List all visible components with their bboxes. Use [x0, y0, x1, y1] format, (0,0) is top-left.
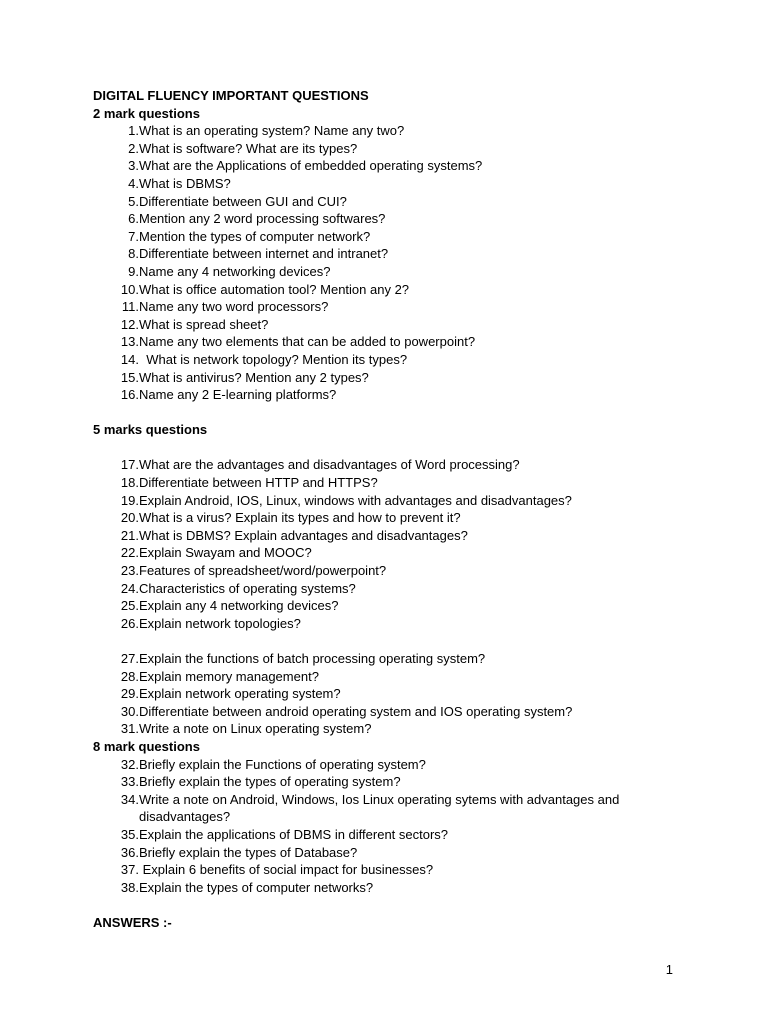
question-number: 6. — [128, 211, 139, 227]
question-item — [93, 773, 693, 791]
question-number: 5. — [128, 193, 139, 209]
question-item — [93, 245, 693, 263]
question-item — [93, 720, 693, 738]
question-item — [93, 351, 693, 369]
question-text: Explain Android, IOS, Linux, windows with advantages and disadvantages? — [139, 492, 572, 508]
question-text: Write a note on Android, Windows, Ios Linux operating sytems with advantages and disadvantages? — [139, 791, 623, 825]
question-number: 8. — [128, 246, 139, 262]
question-text: What is DBMS? — [139, 175, 231, 191]
question-text: Name any 2 E-learning platforms? — [139, 387, 337, 403]
question-number: 4. — [128, 175, 139, 191]
question-text: Explain Swayam and MOOC? — [139, 545, 312, 561]
question-item — [93, 562, 693, 580]
question-text: Explain 6 benefits of social impact for businesses? — [139, 862, 434, 878]
question-number: 38. — [120, 879, 139, 895]
spacer — [93, 439, 693, 457]
question-number: 29. — [120, 686, 139, 702]
question-item — [93, 826, 693, 844]
question-text: Differentiate between GUI and CUI? — [139, 193, 347, 209]
question-text: Explain the applications of DBMS in different sectors? — [139, 826, 449, 842]
question-item — [93, 386, 693, 404]
question-item — [93, 650, 693, 668]
question-number: 2. — [128, 140, 139, 156]
question-text: Differentiate between internet and intranet? — [139, 246, 389, 262]
question-item — [93, 333, 693, 351]
question-text: Differentiate between HTTP and HTTPS? — [139, 475, 378, 491]
question-item — [93, 703, 693, 721]
question-text: Features of spreadsheet/word/powerpoint? — [139, 563, 387, 579]
question-item — [93, 879, 693, 897]
question-number: 37. — [120, 862, 139, 878]
question-number: 28. — [120, 668, 139, 684]
question-text: What are the advantages and disadvantages of Word processing? — [139, 457, 520, 473]
document-title: DIGITAL FLUENCY IMPORTANT QUESTIONS — [93, 88, 369, 103]
question-item — [93, 140, 693, 158]
question-item — [93, 193, 693, 211]
question-number: 22. — [120, 545, 139, 561]
question-item — [93, 756, 693, 774]
question-item — [93, 122, 693, 140]
question-number: 13. — [120, 334, 139, 350]
question-number: 9. — [128, 263, 139, 279]
question-text: What is a virus? Explain its types and how to prevent it? — [139, 510, 461, 526]
question-item — [93, 615, 693, 633]
question-number: 33. — [120, 774, 139, 790]
question-text: Name any 4 networking devices? — [139, 263, 331, 279]
question-text: What is network topology? Mention its types? — [139, 351, 408, 367]
question-text: What is office automation tool? Mention any 2? — [139, 281, 410, 297]
question-text: What is spread sheet? — [139, 316, 269, 332]
question-item — [93, 210, 693, 228]
question-list-5-mark-b — [93, 650, 693, 738]
question-number: 10. — [120, 281, 139, 297]
question-list-8-mark — [93, 756, 693, 897]
question-item — [93, 580, 693, 598]
question-number: 18. — [120, 475, 139, 491]
page-number: 1 — [665, 962, 673, 977]
spacer — [93, 632, 693, 650]
question-number: 30. — [120, 703, 139, 719]
question-item — [93, 474, 693, 492]
question-text: Explain network operating system? — [139, 686, 341, 702]
question-text: Briefly explain the types of Database? — [139, 844, 358, 860]
question-text: Briefly explain the types of operating system? — [139, 774, 401, 790]
question-text: What is DBMS? Explain advantages and disadvantages? — [139, 527, 468, 543]
question-item — [93, 316, 693, 334]
question-item — [93, 791, 693, 826]
question-item — [93, 544, 693, 562]
section-heading-8-mark: 8 mark questions — [93, 738, 200, 754]
question-text: Explain memory management? — [139, 668, 319, 684]
question-number: 19. — [120, 492, 139, 508]
question-number: 31. — [120, 721, 139, 737]
question-item — [93, 492, 693, 510]
question-text: Name any two word processors? — [139, 299, 329, 315]
question-item — [93, 157, 693, 175]
section-heading-5-mark: 5 marks questions — [93, 422, 208, 438]
question-item — [93, 228, 693, 246]
question-item — [93, 597, 693, 615]
question-text: What is an operating system? Name any two? — [139, 123, 405, 139]
question-number: 32. — [120, 756, 139, 772]
question-text: What is antivirus? Mention any 2 types? — [139, 369, 369, 385]
question-number: 26. — [120, 615, 139, 631]
question-item — [93, 668, 693, 686]
question-text: What is software? What are its types? — [139, 140, 358, 156]
spacer — [93, 404, 693, 422]
question-text: What are the Applications of embedded operating systems? — [139, 158, 483, 174]
question-number: 25. — [120, 598, 139, 614]
question-text: Explain any 4 networking devices? — [139, 598, 339, 614]
question-number: 16. — [120, 387, 139, 403]
question-item — [93, 861, 693, 879]
question-text: Briefly explain the Functions of operating system? — [139, 756, 426, 772]
question-item — [93, 281, 693, 299]
question-item — [93, 844, 693, 862]
question-number: 14. — [120, 351, 139, 367]
question-number: 36. — [120, 844, 139, 860]
question-number: 7. — [128, 228, 139, 244]
question-item — [93, 685, 693, 703]
question-item — [93, 263, 693, 281]
question-item — [93, 175, 693, 193]
question-number: 3. — [128, 158, 139, 174]
question-number: 23. — [120, 563, 139, 579]
question-item — [93, 527, 693, 545]
question-number: 21. — [120, 527, 139, 543]
question-number: 24. — [120, 580, 139, 596]
question-list-2-mark — [93, 122, 693, 404]
question-text: Explain network topologies? — [139, 615, 301, 631]
question-item — [93, 456, 693, 474]
question-text: Differentiate between android operating system and IOS operating system? — [139, 703, 573, 719]
question-number: 35. — [120, 826, 139, 842]
question-text: Write a note on Linux operating system? — [139, 721, 372, 737]
question-text: Mention any 2 word processing softwares? — [139, 211, 386, 227]
question-item — [93, 509, 693, 527]
question-text: Explain the types of computer networks? — [139, 879, 374, 895]
section-heading-2-mark: 2 mark questions — [93, 105, 200, 121]
question-text: Name any two elements that can be added to powerpoint? — [139, 334, 476, 350]
question-list-5-mark-a — [93, 456, 693, 632]
question-item — [93, 369, 693, 387]
question-text: Characteristics of operating systems? — [139, 580, 356, 596]
question-item — [93, 298, 693, 316]
question-number: 27. — [120, 651, 139, 666]
question-number: 20. — [120, 510, 139, 526]
answers-heading: ANSWERS :- — [93, 914, 172, 930]
question-number: 17. — [120, 457, 139, 473]
question-text: Mention the types of computer network? — [139, 228, 371, 244]
spacer — [93, 896, 693, 914]
question-text: Explain the functions of batch processing operating system? — [139, 651, 486, 666]
question-number: 15. — [120, 369, 139, 385]
question-number: 34. — [120, 791, 139, 807]
document-content — [93, 87, 693, 932]
question-number: 12. — [120, 316, 139, 332]
question-number: 11. — [121, 299, 139, 315]
question-number: 1. — [128, 123, 139, 139]
